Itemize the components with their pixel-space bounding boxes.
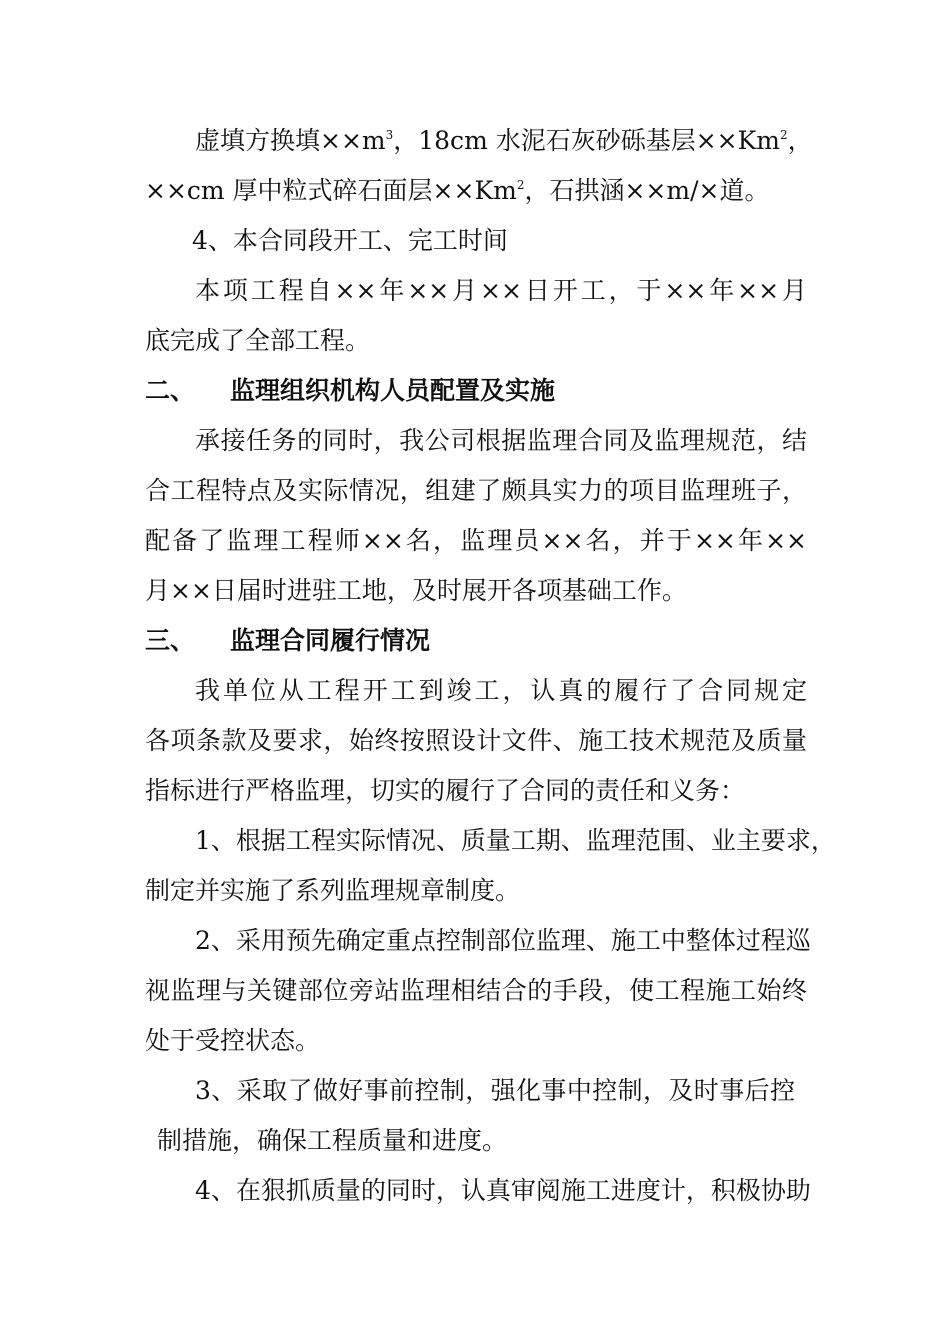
paragraph-line: 合工程特点及实际情况，组建了颇具实力的项目监理班子，	[145, 476, 807, 505]
section-title: 监理合同履行情况	[230, 626, 431, 655]
section-heading	[145, 626, 430, 656]
list-item: 3、采取了做好事前控制，强化事中控制，及时事后控	[195, 1076, 795, 1105]
paragraph-line: 视监理与关键部位旁站监理相结合的手段，使工程施工始终	[145, 976, 807, 1005]
section-title: 监理组织机构人员配置及实施	[230, 376, 556, 405]
paragraph-line: 制措施，确保工程质量和进度。	[157, 1126, 508, 1155]
paragraph-line: 月××日届时进驻工地，及时展开各项基础工作。	[145, 576, 687, 605]
paragraph-line: 虚填方换填$\times\times m^3$，18cm 水泥石灰砂砾基层$\times\times Km^2$，	[195, 126, 813, 155]
paragraph-line: 各项条款及要求，始终按照设计文件、施工技术规范及质量	[145, 726, 807, 755]
section-number: 三、	[145, 626, 196, 655]
paragraph-line: 指标进行严格监理，切实的履行了合同的责任和义务：	[145, 776, 746, 805]
paragraph-line: 本项工程自××年××月××日开工，于××年××月	[195, 276, 807, 305]
paragraph-line: ××cm 厚中粒式碎石面层$\times\times Km^2$，石拱涵××m/×道。	[145, 176, 770, 205]
section-number: 二、	[145, 376, 196, 405]
item-4-title: 4、本合同段开工、完工时间	[192, 226, 508, 255]
paragraph-line: 配备了监理工程师××名，监理员××名，并于××年××	[145, 526, 807, 555]
paragraph-line: 制定并实施了系列监理规章制度。	[145, 876, 521, 905]
section-heading	[145, 376, 555, 406]
list-item: 4、在狠抓质量的同时，认真审阅施工进度计，积极协助	[195, 1176, 811, 1205]
paragraph-line: 承接任务的同时，我公司根据监理合同及监理规范，结	[195, 426, 807, 455]
paragraph-line: 底完成了全部工程。	[145, 326, 371, 355]
list-item: 1、根据工程实际情况、质量工期、监理范围、业主要求，	[195, 826, 836, 855]
paragraph-line: 处于受控状态。	[145, 1026, 321, 1055]
paragraph-line: 我单位从工程开工到竣工，认真的履行了合同规定	[195, 676, 807, 705]
list-item: 2、采用预先确定重点控制部位监理、施工中整体过程巡	[195, 926, 811, 955]
